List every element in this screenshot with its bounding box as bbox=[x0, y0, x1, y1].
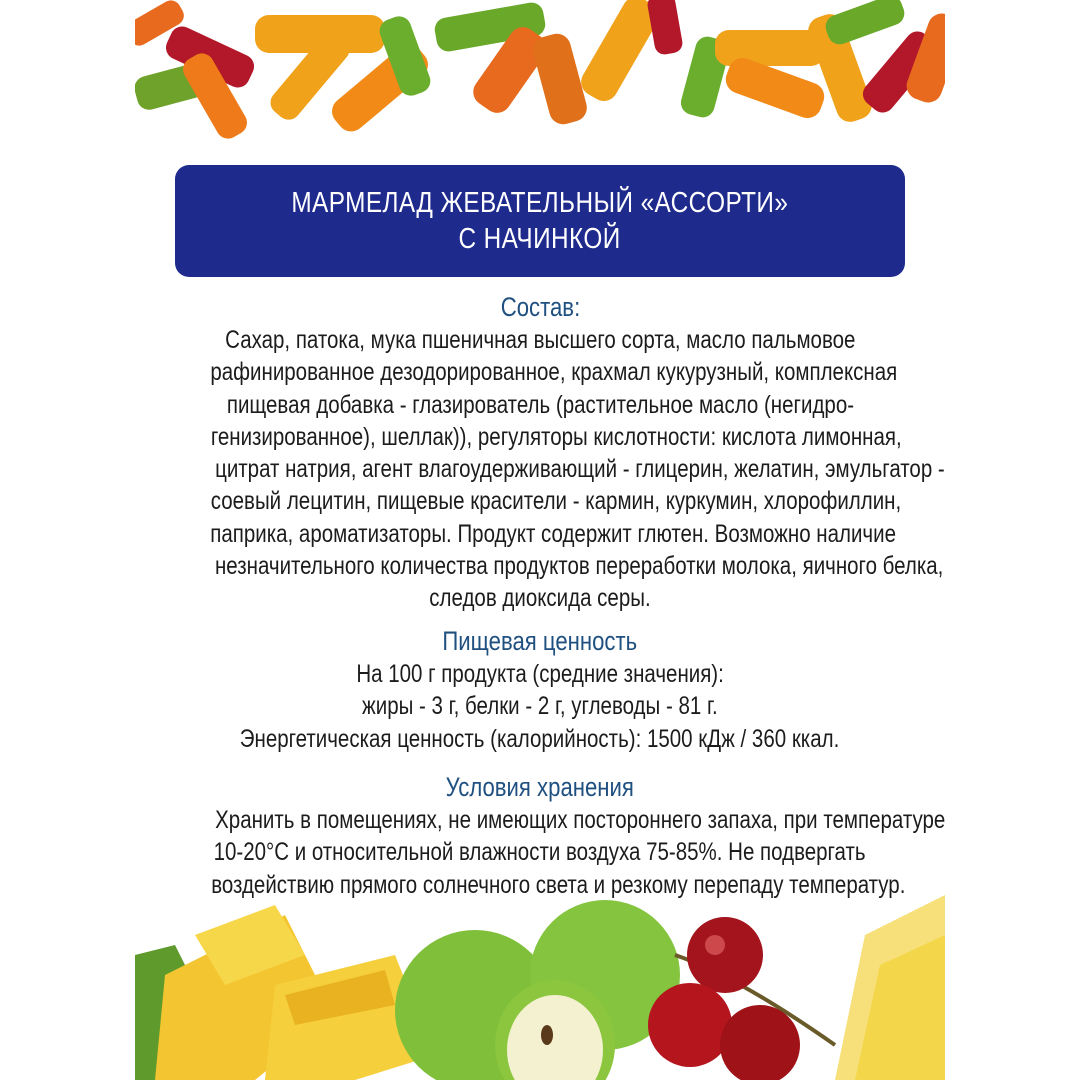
composition-line: паприка, ароматизаторы. Продукт содержит глютен. Возможно наличие bbox=[210, 519, 896, 548]
nutrition-line: Энергетическая ценность (калорийность): 1500 кДж / 360 ккал. bbox=[240, 724, 840, 753]
nutrition-heading: Пищевая ценность bbox=[442, 626, 638, 656]
nutrition-section bbox=[135, 624, 945, 755]
storage-line: Хранить в помещениях, не имеющих постороннего запаха, при температуре bbox=[215, 806, 945, 834]
composition-line: генизированное), шеллак)), регуляторы кислотности: кислота лимонная, bbox=[210, 422, 902, 451]
composition-line: незначительного количества продуктов переработки молока, яичного белка, bbox=[214, 552, 944, 581]
composition-line: следов диоксида серы. bbox=[429, 584, 651, 613]
product-title-line-2: С НАЧИНКОЙ bbox=[458, 223, 622, 255]
fruits-image bbox=[135, 895, 945, 1080]
product-title-banner bbox=[175, 165, 905, 277]
storage-line: 10-20°С и относительной влажности воздуха 75-85%. Не подвергать bbox=[213, 838, 867, 867]
composition-heading: Состав: bbox=[500, 292, 580, 322]
storage-line: воздействию прямого солнечного света и резкому перепаду температур. bbox=[211, 870, 906, 899]
composition-line: Сахар, патока, мука пшеничная высшего сорта, масло пальмовое bbox=[224, 326, 856, 354]
product-title-line-1: МАРМЕЛАД ЖЕВАТЕЛЬНЫЙ «АССОРТИ» bbox=[291, 187, 789, 219]
storage-heading: Условия хранения bbox=[445, 772, 635, 802]
composition-line: пищевая добавка - глазирователь (растительное масло (негидро- bbox=[226, 390, 854, 419]
nutrition-line: жиры - 3 г, белки - 2 г, углеводы - 81 г. bbox=[362, 692, 718, 721]
product-card bbox=[135, 0, 945, 1080]
composition-line: соевый лецитин, пищевые красители - кармин, куркумин, хлорофиллин, bbox=[210, 487, 902, 516]
storage-section bbox=[135, 770, 945, 901]
composition-line: цитрат натрия, агент влагоудерживающий - глицерин, желатин, эмульгатор - bbox=[215, 455, 945, 484]
marmalade-candies-image bbox=[135, 0, 945, 155]
composition-line: рафинированное дезодорированное, крахмал кукурузный, комплексная bbox=[210, 358, 898, 387]
nutrition-line: На 100 г продукта (средние значения): bbox=[356, 660, 724, 688]
composition-section bbox=[135, 290, 945, 615]
